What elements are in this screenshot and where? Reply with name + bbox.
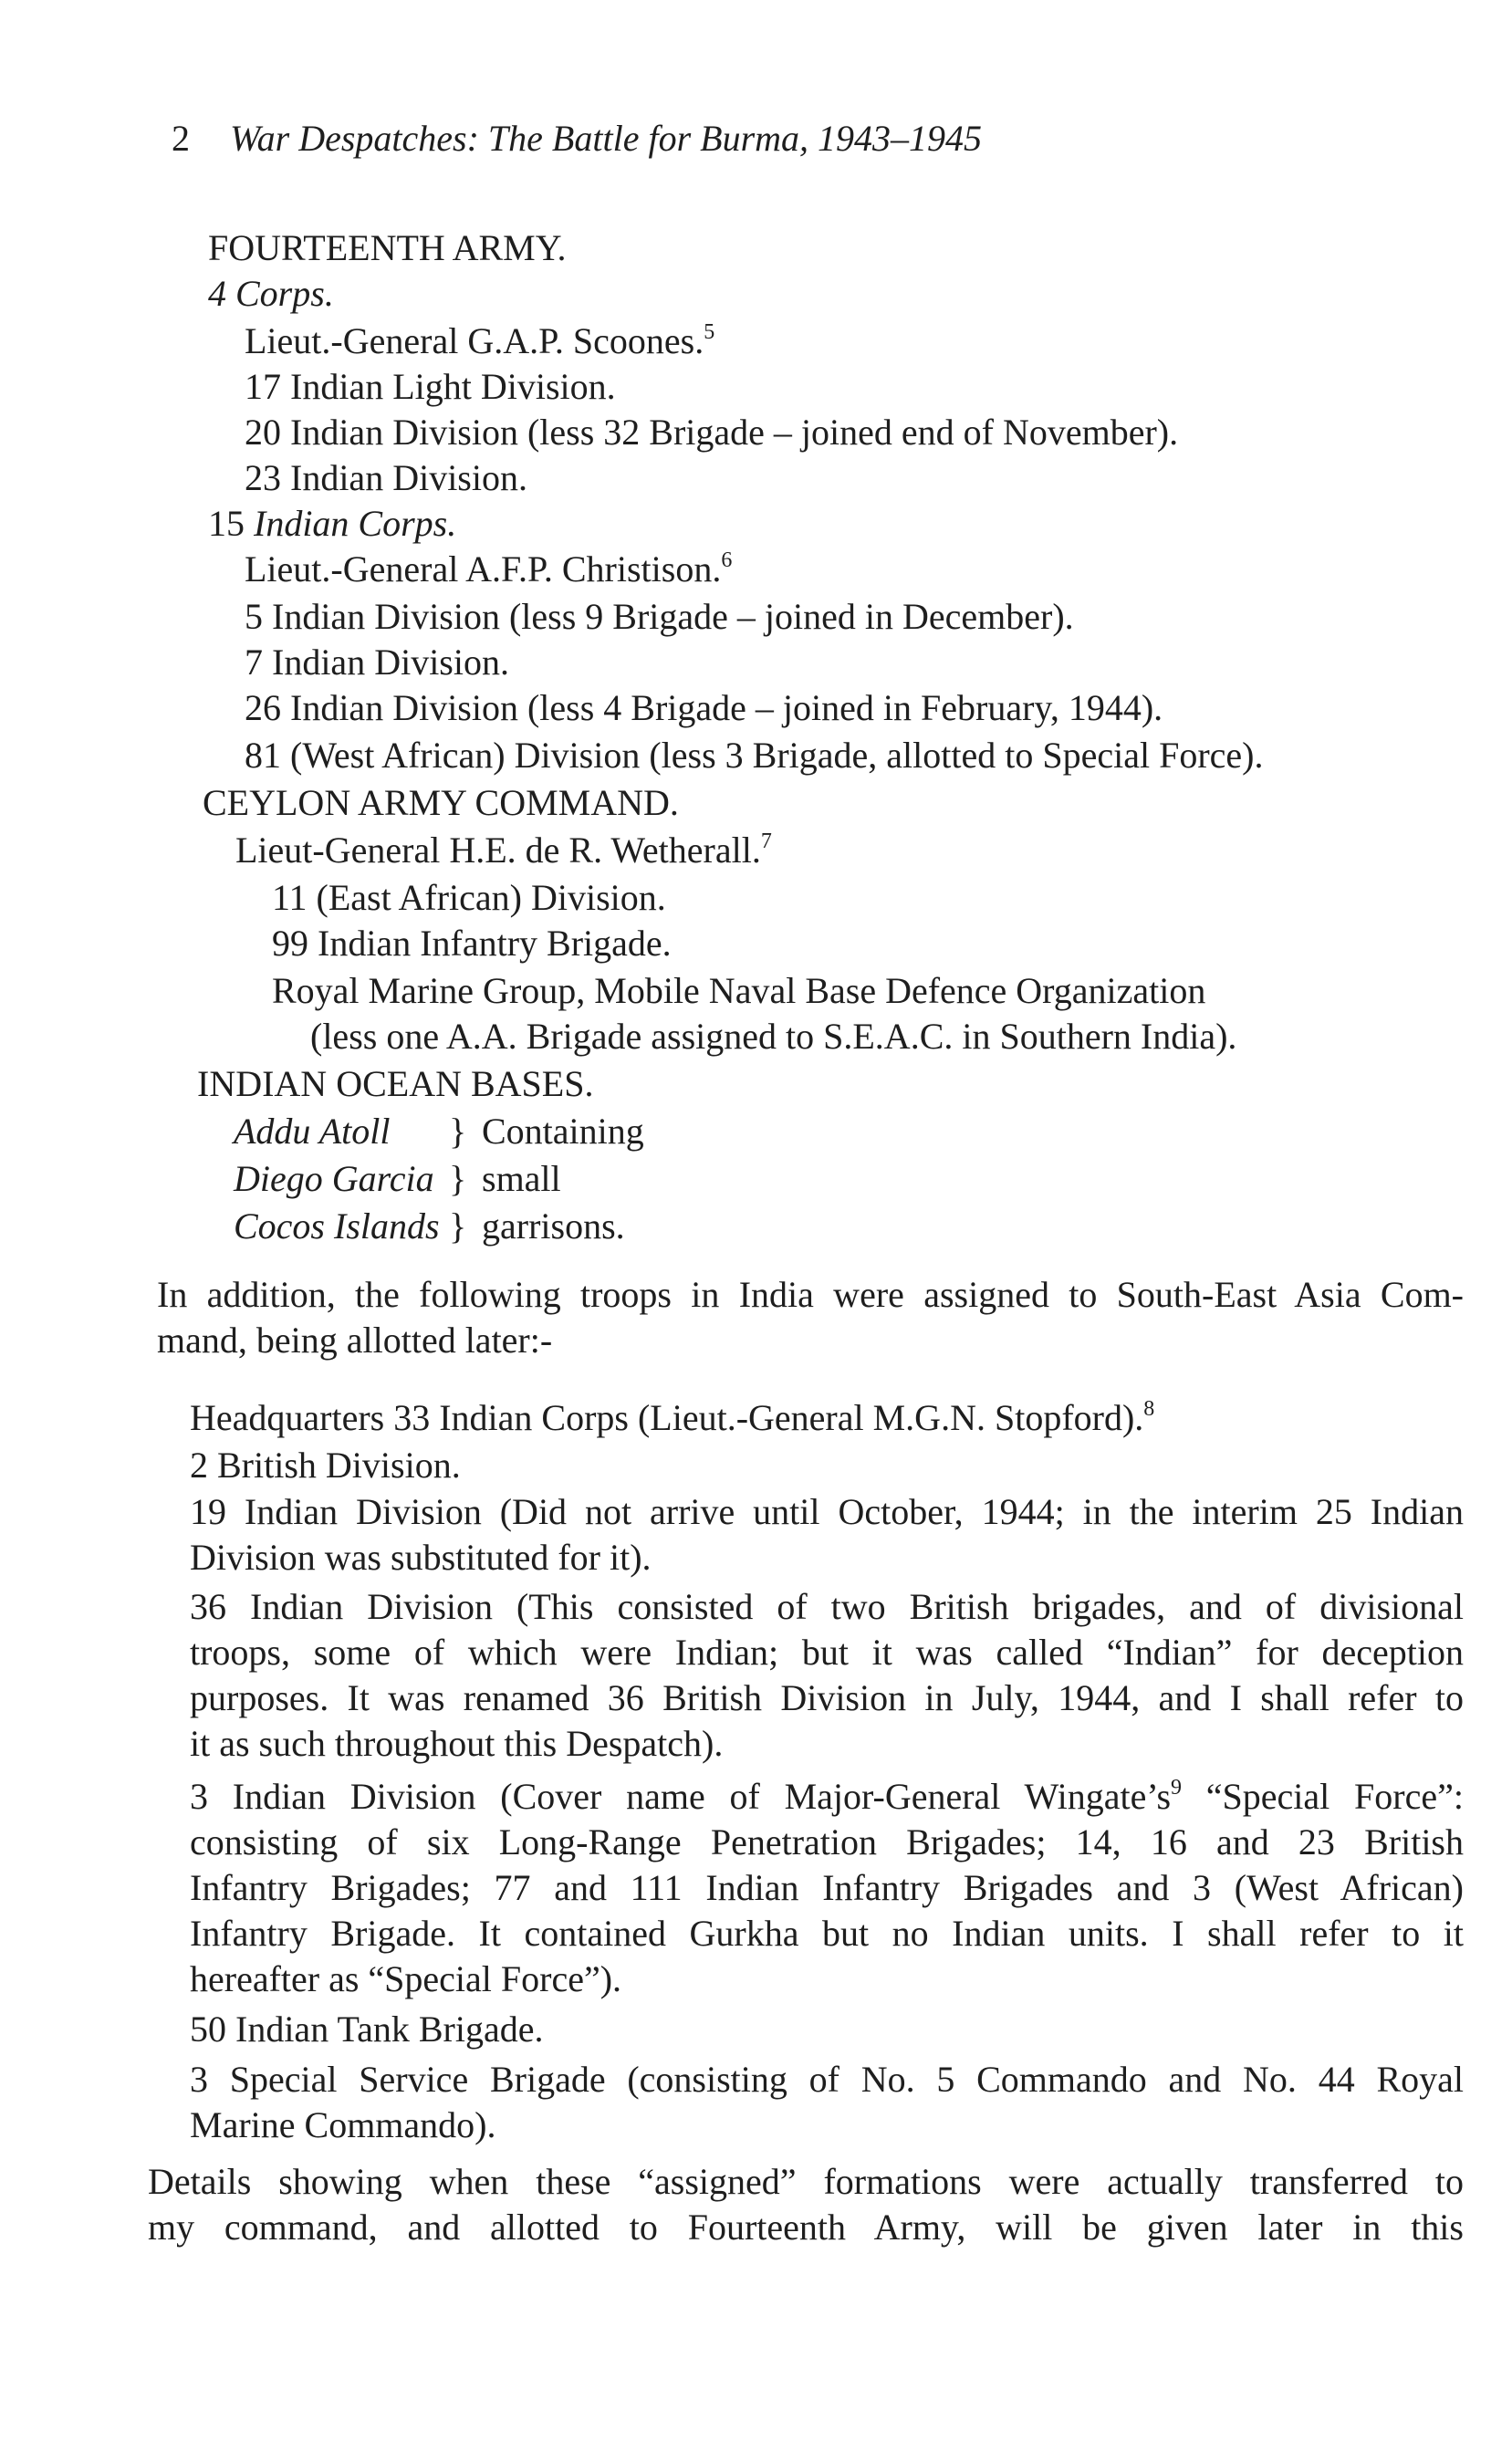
page-number: 2 — [172, 118, 190, 159]
corps-4-unit: 20 Indian Division (less 32 Brigade – joined end of November). — [245, 412, 1179, 453]
entry-line: purposes. It was renamed 36 British Division in July, 1944, and I shall refer to — [190, 1677, 1464, 1718]
ceylon-unit: (less one A.A. Brigade assigned to S.E.A.C. in Southern India). — [310, 1016, 1237, 1057]
addition-paragraph — [157, 1272, 1464, 1363]
base-name: Cocos Islands — [234, 1205, 440, 1247]
entry-line: 19 Indian Division (Did not arrive until October, 1944; in the interim 25 Indian — [190, 1491, 1464, 1532]
footnote-ref-9: 9 — [1171, 1776, 1183, 1800]
corps-15-commander: Lieut.-General A.F.P. Christison.$^6$ — [245, 548, 733, 590]
div-19-entry — [190, 1489, 1464, 1581]
brace: } — [449, 1158, 467, 1199]
indian-ocean-heading: INDIAN OCEAN BASES. — [197, 1063, 594, 1104]
paragraph-line: In addition, the following troops in India were assigned to South-East Asia Com- — [157, 1274, 1464, 1315]
corps-4-unit: 17 Indian Light Division. — [245, 366, 616, 407]
tank-50-brigade: 50 Indian Tank Brigade. — [190, 2009, 544, 2050]
base-row — [234, 1205, 625, 1248]
entry-line: Marine Commando). — [190, 2104, 496, 2145]
corps-4-name: 4 Corps. — [208, 273, 334, 314]
ceylon-heading: CEYLON ARMY COMMAND. — [203, 782, 679, 823]
corps-15-unit: 7 Indian Division. — [245, 642, 509, 683]
corps-15-name: 15 Indian Corps. — [208, 503, 457, 544]
entry-line: 3 Special Service Brigade (consisting of No. 5 Commando and No. 44 Royal — [190, 2059, 1464, 2100]
entry-line: Infantry Brigades; 77 and 111 Indian Infantry Brigades and 3 (West African) — [190, 1867, 1464, 1908]
entry-line: 36 Indian Division (This consisted of two British brigades, and of divisional — [190, 1586, 1464, 1627]
entry-line: 3 Indian Division (Cover name of Major-General $Wingate’s^9$ “Special Force”: — [190, 1776, 1464, 1817]
running-header — [172, 117, 982, 160]
entry-line: consisting of six Long-Range Penetration Brigades; 14, 16 and 23 British — [190, 1821, 1464, 1862]
footnote-ref-5: 5 — [704, 320, 715, 344]
brace: } — [449, 1205, 467, 1247]
entry-line: it as such throughout this Despatch). — [190, 1723, 724, 1764]
ssb-3-entry — [190, 2057, 1464, 2148]
brace: } — [449, 1111, 467, 1152]
corps-4-commander: Lieut.-General G.A.P. Scoones.$^5$ — [245, 320, 715, 361]
footnote-ref-8: 8 — [1143, 1397, 1155, 1421]
details-paragraph — [148, 2159, 1464, 2250]
ceylon-unit: 11 (East African) Division. — [272, 877, 666, 918]
base-name: Addu Atoll — [234, 1111, 391, 1152]
base-note: Containing — [482, 1111, 644, 1152]
base-name: Diego Garcia — [234, 1158, 434, 1199]
corps-15-unit: 81 (West African) Division (less 3 Brigade, allotted to Special Force). — [245, 735, 1264, 776]
running-title: War Despatches: The Battle for Burma, 1943–1945 — [230, 118, 983, 159]
british-2-division: 2 British Division. — [190, 1445, 461, 1486]
base-note: garrisons. — [482, 1205, 625, 1247]
footnote-ref-7: 7 — [760, 830, 772, 853]
base-note: small — [482, 1158, 561, 1199]
base-row — [234, 1157, 561, 1201]
ceylon-unit: Royal Marine Group, Mobile Naval Base Defence Organization — [272, 970, 1206, 1011]
hq-33-corps: Headquarters 33 Indian Corps (Lieut.-General M.G.N. Stopford).$^8$ — [190, 1397, 1155, 1438]
footnote-ref-6: 6 — [721, 548, 733, 572]
entry-line: troops, some of which were Indian; but it was called “Indian” for deception — [190, 1632, 1464, 1673]
entry-line: Infantry Brigade. It contained Gurkha but no Indian units. I shall refer to it — [190, 1913, 1464, 1954]
ceylon-commander: Lieut-General H.E. de R. Wetherall.$^7$ — [235, 830, 772, 871]
div-3-entry — [190, 1774, 1464, 2002]
paragraph-line: Details showing when these “assigned” formations were actually transferred to — [148, 2161, 1464, 2202]
fourteenth-army-heading: FOURTEENTH ARMY. — [208, 227, 567, 268]
corps-4-unit: 23 Indian Division. — [245, 457, 527, 498]
entry-line: Division was substituted for it). — [190, 1537, 652, 1578]
paragraph-line: mand, being allotted later:- — [157, 1320, 553, 1361]
corps-15-unit: 26 Indian Division (less 4 Brigade – joined in February, 1944). — [245, 687, 1163, 728]
base-row — [234, 1110, 644, 1153]
corps-15-unit: 5 Indian Division (less 9 Brigade – joined in December). — [245, 596, 1074, 637]
entry-line: hereafter as “Special Force”). — [190, 1958, 622, 1999]
ceylon-unit: 99 Indian Infantry Brigade. — [272, 923, 672, 964]
div-36-entry — [190, 1584, 1464, 1767]
paragraph-line: my command, and allotted to Fourteenth Army, will be given later in this — [148, 2207, 1464, 2248]
